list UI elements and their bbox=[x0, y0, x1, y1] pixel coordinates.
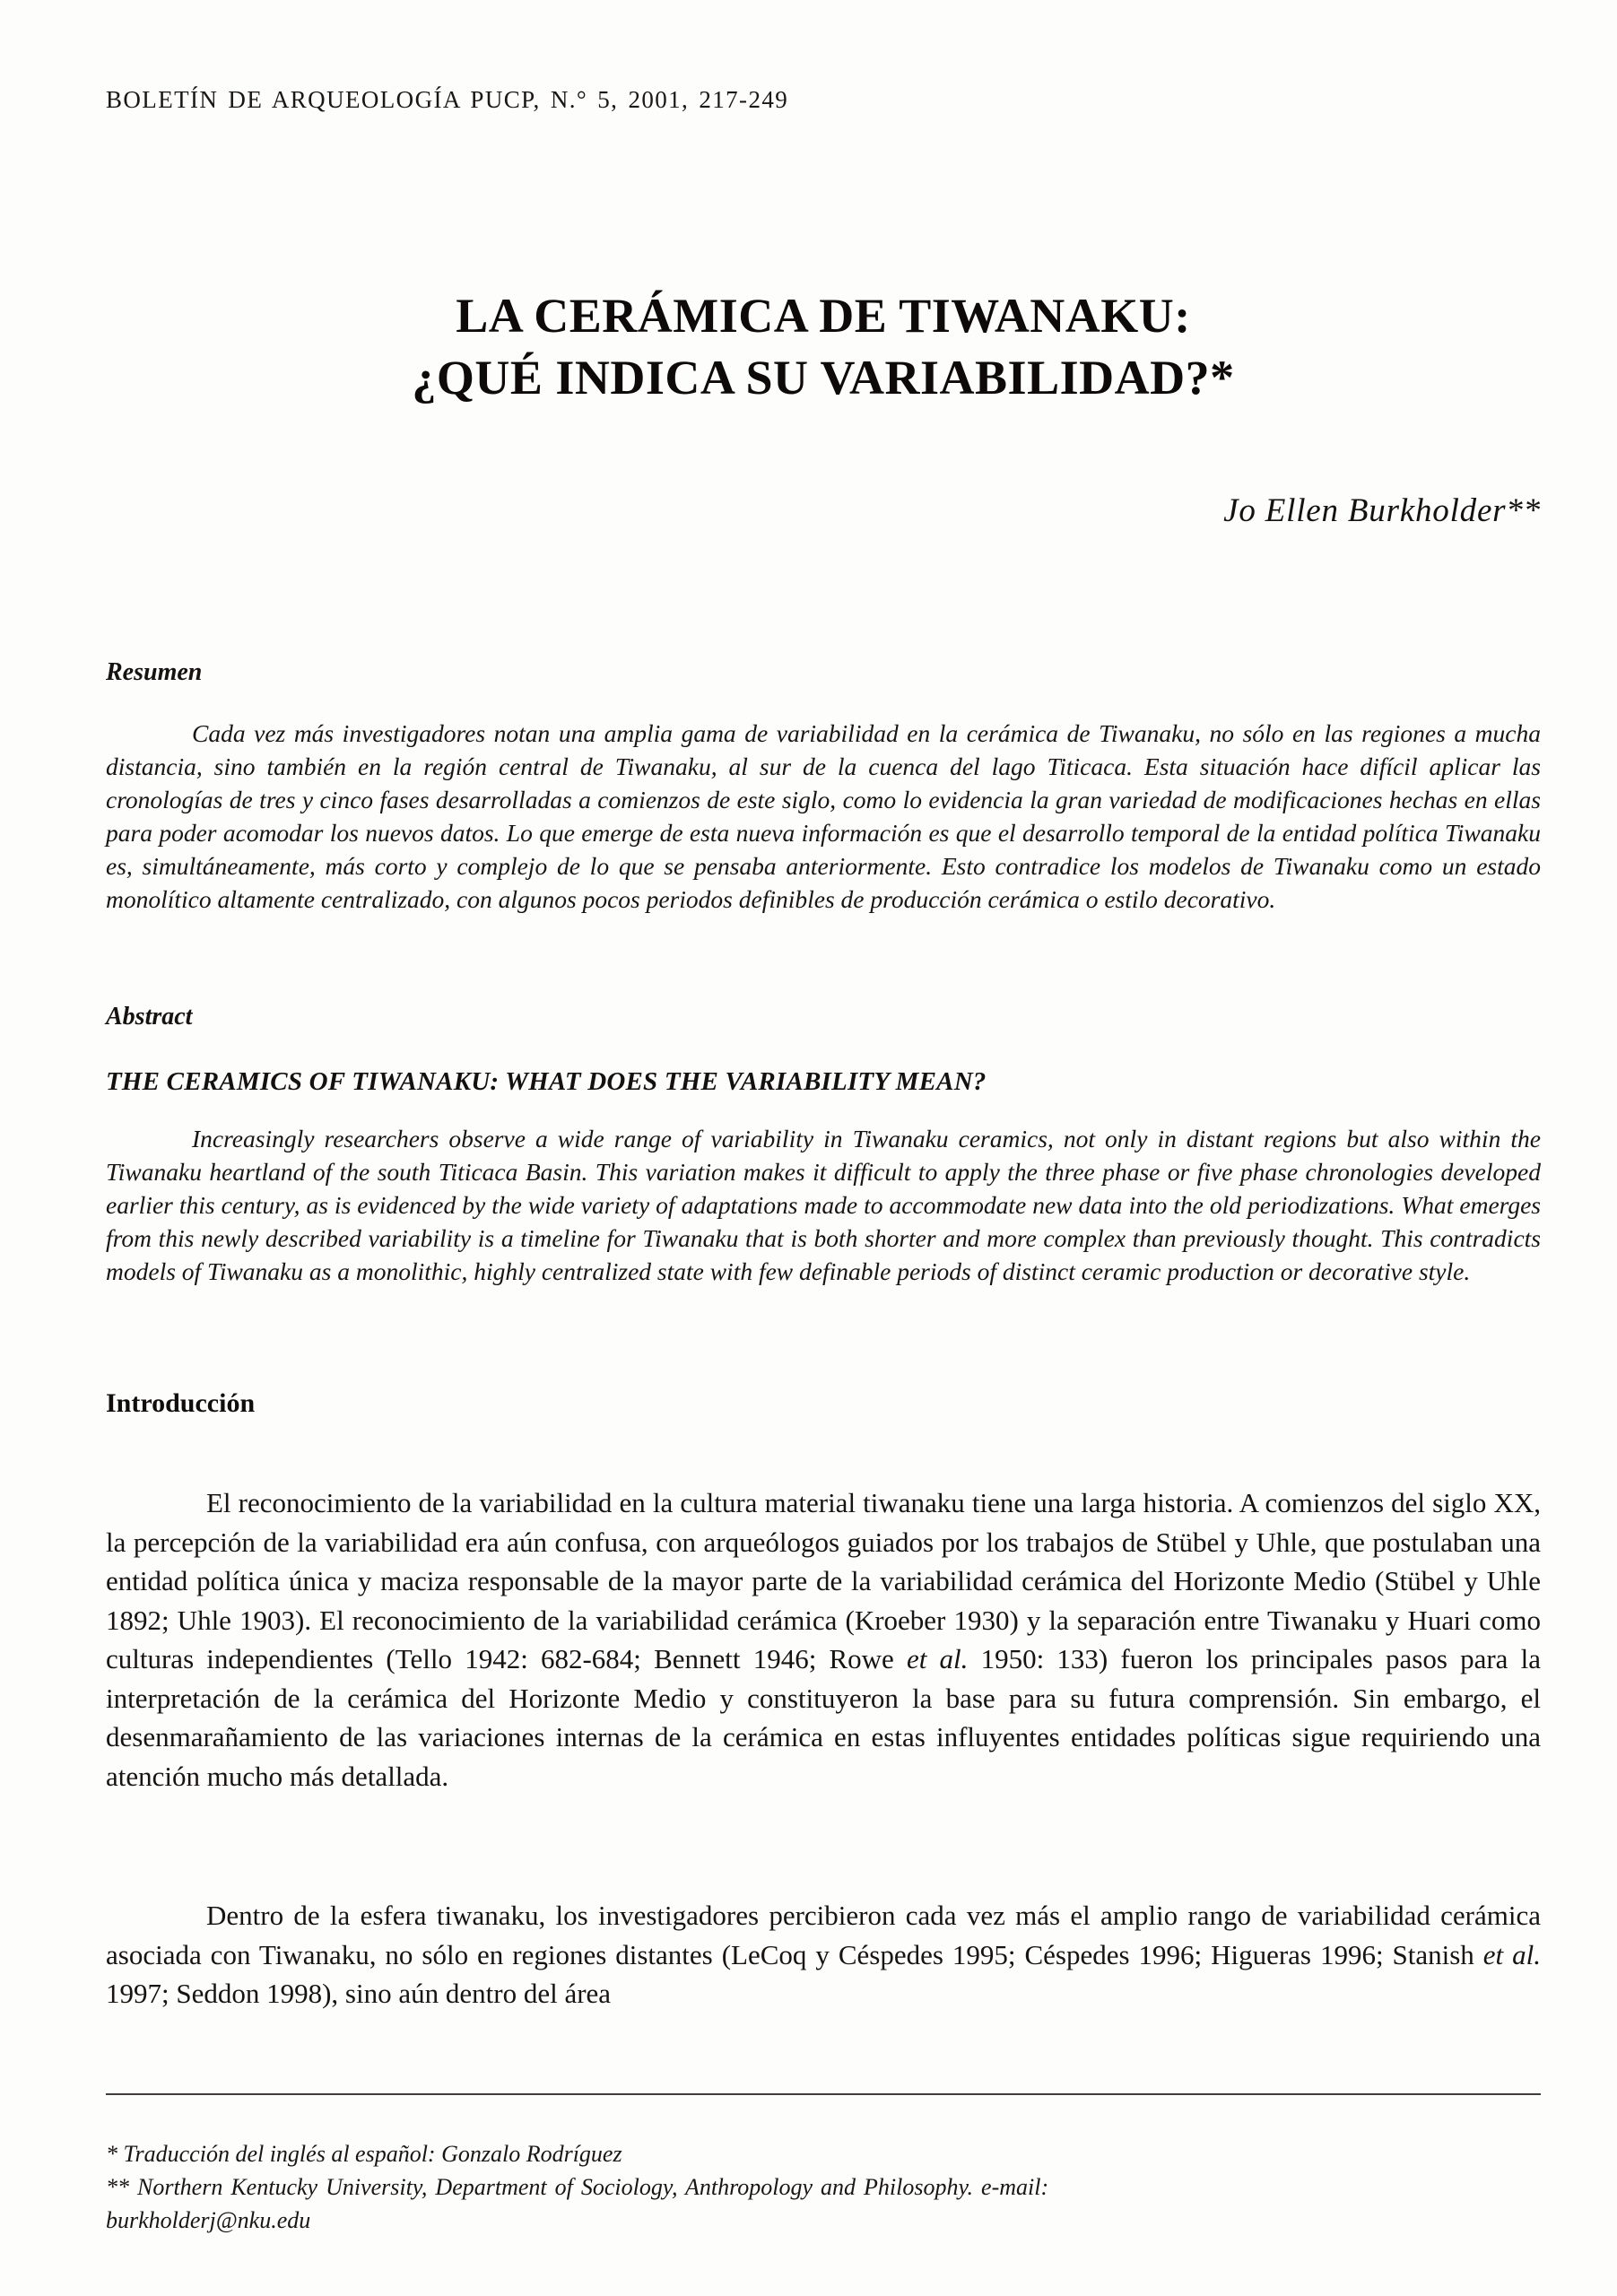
footnote-translation: * Traducción del inglés al español: Gonzalo Rodríguez bbox=[106, 2141, 622, 2167]
section-heading-introduccion: Introducción bbox=[106, 1388, 256, 1418]
body-paragraph-2: Dentro de la esfera tiwanaku, los investigadores percibieron cada vez más el amplio rango de variabilidad cerámica asociada con Tiwanaku, no sólo en regiones distantes (LeCoq y Céspedes 1995; Céspedes 1996; Higueras 1996; Stanish et al. 1997; Seddon 1998), sino aún dentro del área bbox=[106, 1900, 1541, 2010]
abstract-english-title: THE CERAMICS OF TIWANAKU: WHAT DOES THE VARIABILITY MEAN? bbox=[106, 1067, 987, 1096]
body-paragraph-1: El reconocimiento de la variabilidad en la cultura material tiwanaku tiene una larga historia. A comienzos del siglo XX, la percepción de la variabilidad era aún confusa, con arqueólogos guiados por los trabajos de Stübel y Uhle, que postulaban una entidad política única y maciza responsable de la mayor parte de la variabilidad cerámica del Horizonte Medio (Stübel y Uhle 1892; Uhle 1903). El reconocimiento de la variabilidad cerámica (Kroeber 1930) y la separación entre Tiwanaku y Huari como culturas independientes (Tello 1942: 682-684; Bennett 1946; Rowe et al. 1950: 133) fueron los principales pasos para la interpretación de la cerámica del Horizonte Medio y constituyeron la base para su futura comprensión. Sin embargo, el desenmarañamiento de las variaciones internas de la cerámica en estas influyentes entidades políticas sigue requiriendo una atención mucho más detallada. bbox=[106, 1487, 1541, 1792]
abstract-label: Abstract bbox=[106, 1003, 193, 1031]
abstract-body: Increasingly researchers observe a wide range of variability in Tiwanaku ceramics, not only in distant regions but also within the Tiwanaku heartland of the south Titicaca Basin. This variation makes it difficult to apply the three phase or five phase chronologies developed earlier this century, as is evidenced by the wide variety of adaptations made to accommodate new data into the old periodizations. What emerges from this newly described variability is a timeline for Tiwanaku that is both shorter and more complex than previously thought. This contradicts models of Tiwanaku as a monolithic, highly centralized state with few definable periods of distinct ceramic production or decorative style. bbox=[106, 1125, 1541, 1285]
author-name: Jo Ellen Burkholder** bbox=[1223, 492, 1541, 529]
footnote-separator-rule bbox=[106, 2093, 1541, 2095]
resumen-label: Resumen bbox=[106, 658, 203, 686]
running-head: BOLETÍN DE ARQUEOLOGÍA PUCP, N.° 5, 2001, 217-249 bbox=[106, 86, 789, 113]
footnote-block bbox=[106, 2138, 1541, 2238]
article-title-line-2: ¿QUÉ INDICA SU VARIABILIDAD?* bbox=[412, 351, 1235, 405]
resumen-body: Cada vez más investigadores notan una amplia gama de variabilidad en la cerámica de Tiwanaku, no sólo en las regiones a mucha distancia, sino también en la región central de Tiwanaku, al sur de la cuenca del lago Titicaca. Esta situación hace difícil aplicar las cronologías de tres y cinco fases desarrolladas a comienzos de este siglo, como lo evidencia la gran variedad de modificaciones hechas en ellas para poder acomodar los nuevos datos. Lo que emerge de esta nueva información es que el desarrollo temporal de la entidad política Tiwanaku es, simultáneamente, más corto y complejo de lo que se pensaba anteriormente. Esto contradice los modelos de Tiwanaku como un estado monolítico altamente centralizado, con algunos pocos periodos definibles de producción cerámica o estilo decorativo. bbox=[106, 719, 1541, 913]
author-block bbox=[106, 491, 1617, 530]
article-title bbox=[106, 285, 1541, 409]
footnote-affiliation: ** Northern Kentucky University, Department of Sociology, Anthropology and Philosophy. e-mail: bbox=[106, 2173, 1049, 2200]
article-title-line-1: LA CERÁMICA DE TIWANAKU: bbox=[456, 289, 1191, 343]
footnote-email: burkholderj@nku.edu bbox=[106, 2206, 311, 2233]
